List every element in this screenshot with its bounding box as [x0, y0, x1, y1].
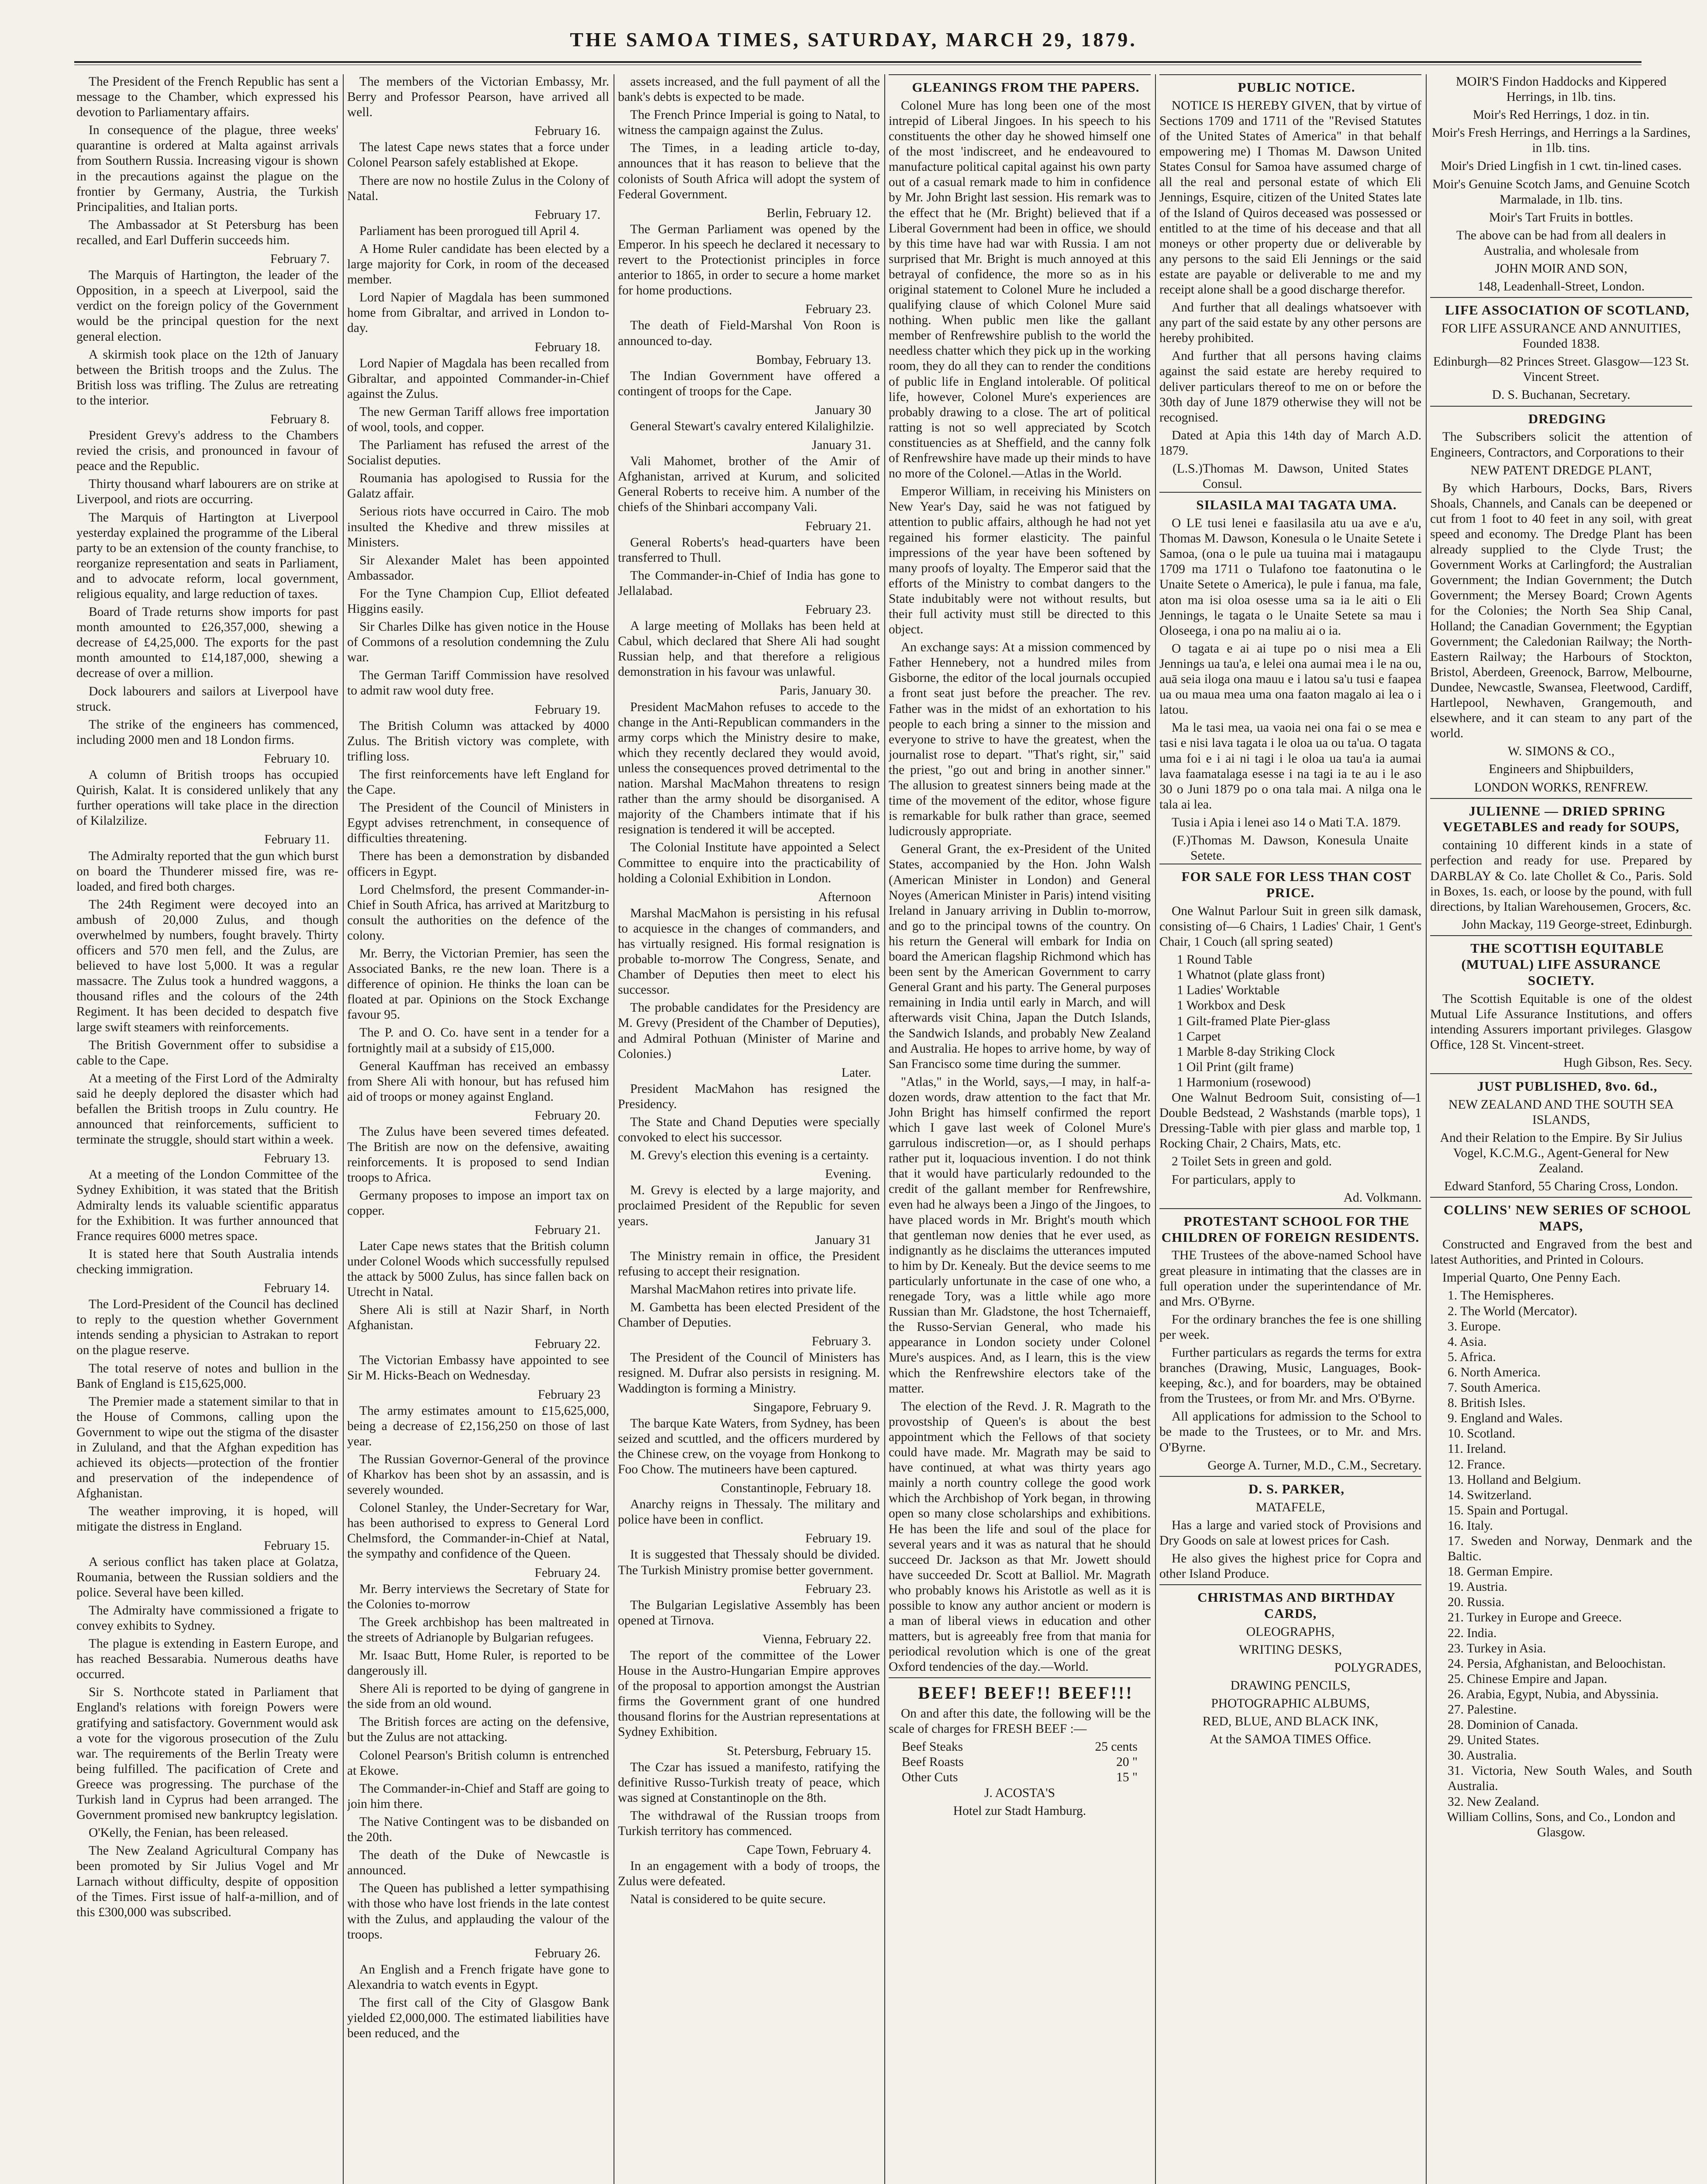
list-item: 24. Persia, Afghanistan, and Beloochistan. — [1448, 1656, 1666, 1671]
paragraph: Lord Napier of Magdala has been recalled from Gibraltar, and appointed Commander-in-Chief against the Zulus. — [347, 356, 609, 401]
paragraph: The Ministry remain in office, the President refusing to accept their resignation. — [618, 1249, 880, 1279]
paragraph: It is stated here that South Australia intends checking immigration. — [76, 1247, 338, 1276]
list-item: 21. Turkey in Europe and Greece. — [1448, 1610, 1622, 1625]
paragraph: A Home Ruler candidate has been elected by a large majority for Cork, in room of the deceased member. — [347, 242, 609, 287]
dateline: Berlin, February 12. — [766, 206, 871, 220]
paragraph: The President of the Council of Ministers in Egypt advises retrenchment, in consequence of difficulties threatening. — [347, 801, 609, 846]
paragraph: In an engagement with a body of troops, the Zulus were defeated. — [618, 1859, 880, 1889]
list-item: 26. Arabia, Egypt, Nubia, and Abyssinia. — [1448, 1687, 1659, 1701]
paragraph: General Stewart's cavalry entered Kilalighilzie. — [630, 419, 874, 433]
paragraph: The Queen has published a letter sympathising with those who have lost friends in the late contest with the Zulus, and applauding the valour of the troops. — [347, 1881, 609, 1942]
paragraph: The barque Kate Waters, from Sydney, has been seized and scuttled, and the officers murdered by the Chinese crew, on the voyage from Honkong to Foo Chow. The mutineers have been captured. — [618, 1416, 880, 1476]
sig-label: (L.S.) — [1172, 462, 1203, 476]
sig-value: Thomas M. Dawson, Konesula Unaite Setete. — [1190, 833, 1408, 863]
paragraph: The Native Contingent was to be disbanded on the 20th. — [347, 1814, 609, 1845]
centered-line: Hotel zur Stadt Hamburg. — [953, 1804, 1086, 1818]
price-label: Beef Steaks — [902, 1740, 963, 1754]
list-item: 5. Africa. — [1448, 1350, 1496, 1364]
paragraph: The British Government offer to subsidise a cable to the Cape. — [76, 1038, 338, 1068]
paragraph: For the Tyne Champion Cup, Elliot defeated Higgins easily. — [347, 586, 609, 616]
paragraph: Sir S. Northcote stated in Parliament that England's relations with foreign Powers were gratifying and satisfactory. Government would ask a vote for the vigorous prosecution of the Zulu war. The requirements of the Berlin Treaty were being fulfilled. The pacification of Crete and Greece was progressing. The purchase of the Turkish land in Cyprus had been arranged. The Government promised new bankruptcy legislation. — [76, 1685, 338, 1822]
paragraph: The withdrawal of the Russian troops from Turkish territory has commenced. — [618, 1808, 880, 1838]
list-item: 22. India. — [1448, 1626, 1497, 1640]
paragraph: The first call of the City of Glasgow Bank yielded £2,000,000. The estimated liabilities have been reduced, and the — [347, 1995, 609, 2041]
centered-line: NEW PATENT DREDGE PLANT, — [1470, 463, 1652, 477]
dateline: Cape Town, February 4. — [747, 1843, 871, 1857]
list-item: 1 Oil Print (gilt frame) — [1177, 1060, 1294, 1074]
paragraph: The German Parliament was opened by the Emperor. In his speech he declared it necessary to revert to the Protectionist principles in force anterior to 1865, in order to secure a home market for home productions. — [618, 222, 880, 298]
list-item: 18. German Empire. — [1448, 1565, 1553, 1579]
dateline: Paris, January 30. — [779, 684, 871, 698]
paragraph: The death of Field-Marshal Von Roon is announced to-day. — [618, 318, 880, 348]
paragraph: Shere Ali is reported to be dying of gangrene in the side from an old wound. — [347, 1682, 609, 1711]
paragraph: One Walnut Parlour Suit in green silk damask, consisting of—6 Chairs, 1 Ladies' Chair, 1 Gent's Chair, 1 Couch (all spring seated) — [1159, 904, 1421, 949]
dateline: February 8. — [270, 412, 330, 426]
paragraph: M. Gambetta has been elected President of the Chamber of Deputies. — [618, 1300, 880, 1330]
paragraph: General Kauffman has received an embassy from Shere Ali with honour, but has refused him aid of troops or money against England. — [347, 1059, 609, 1104]
paragraph: He also gives the highest price for Copra and other Island Produce. — [1159, 1551, 1421, 1581]
signature — [1159, 461, 1421, 492]
right-line: POLYGRADES, — [1334, 1661, 1421, 1675]
paragraph: Lord Napier of Magdala has been summoned home from Gibraltar, and arrived in London to-day. — [347, 290, 609, 335]
paragraph: Anarchy reigns in Thessaly. The military and police have been in conflict. — [618, 1497, 880, 1527]
paragraph: A serious conflict has taken place at Golatza, Roumania, between the Russian soldiers and the police. Several have been killed. — [76, 1555, 338, 1600]
paragraph: President MacMahon has resigned the Presidency. — [618, 1082, 880, 1111]
centered-line: D. S. Buchanan, Secretary. — [1492, 388, 1631, 402]
ad-headline: BEEF! BEEF!! BEEF!!! — [889, 1677, 1151, 1704]
list-item: 14. Switzerland. — [1448, 1488, 1532, 1502]
paragraph: The army estimates amount to £15,625,000, being a decrease of £2,156,250 on those of last year. — [347, 1403, 609, 1448]
paragraph: Shere Ali is still at Nazir Sharf, in North Afghanistan. — [347, 1303, 609, 1333]
dateline: Evening. — [825, 1167, 871, 1182]
paragraph: Marshal MacMahon is persisting in his refusal to acquiesce in the changes of commanders, and has virtually resigned. His formal resignation is probable to-morrow The Congress, Senate, and Chamber of Deputies then meet to elect his successor. — [618, 906, 880, 997]
paragraph: O'Kelly, the Fenian, has been released. — [89, 1826, 289, 1840]
list-item: 9. England and Wales. — [1448, 1411, 1563, 1426]
price-value: 15 " — [1116, 1770, 1138, 1785]
list-item: 1 Whatnot (plate glass front) — [1177, 968, 1325, 982]
price-label: Other Cuts — [902, 1770, 958, 1785]
signature — [1159, 833, 1421, 864]
list-item: 11. Ireland. — [1448, 1442, 1507, 1456]
centered-line: Edward Stanford, 55 Charing Cross, London. — [1444, 1179, 1678, 1194]
dateline: February 24. — [535, 1565, 600, 1580]
paragraph: Board of Trade returns show imports for past month amounted to £26,357,000, shewing a decrease of £4,25,000. The exports for the past month amounted to £14,187,000, shewing a decrease of over a million. — [76, 605, 338, 681]
columns — [76, 74, 1697, 2184]
headline: GLEANINGS FROM THE PAPERS. — [889, 74, 1151, 96]
paragraph: Colonel Mure has long been one of the most intrepid of Liberal Jingoes. In his speech to his constituents the other day he showed himself one of the most 'indiscreet, and he endeavoured to manufacture political capital against his own party out of a casual remark made to him in confidence by Mr. John Bright last session. His remark was to the effect that he (Mr. Bright) believed that if a Liberal Government had been in office, we should by this time have had war with Russia. I am not surprised that Mr. Bright is much annoyed at this betrayal of confidence, the more so as in his original statement to Colonel Mure he included a qualifying clause of which Colonel Mure said nothing. When public men like the gallant member of Renfrewshire publish to the world the needless chatter which they pick up in the working room, they do all they can to render the conditions of public life in England intolerable. Of political life, however, Colonel Mure's experiences are probably drawing to a close. The art of political ratting is not so well appreciated by Scotch constituencies as at Sheffield, and the canny folk of Renfrewshire have made up their minds to have no more of the Colonel.—Atlas in the World. — [889, 98, 1151, 481]
dateline: February 16. — [535, 124, 600, 138]
paragraph: Lord Chelmsford, the present Commander-in-Chief in South Africa, has arrived at Maritzburg to consult the authorities on the defence of the colony. — [347, 882, 609, 943]
centered-line: Moir's Fresh Herrings, and Herrings a la Sardines, in 1lb. tins. — [1431, 126, 1691, 156]
paragraph: The Greek archbishop has been maltreated in the streets of Adrianople by Bulgarian refugees. — [347, 1615, 609, 1645]
paragraph: A large meeting of Mollaks has been held at Cabul, which declared that Shere Ali had sought Russian help, and that therefore a religious demonstration in his favour was unlawful. — [618, 619, 880, 679]
paragraph: The death of the Duke of Newcastle is announced. — [347, 1848, 609, 1878]
paragraph: Parliament has been prorogued till April 4. — [359, 224, 579, 238]
paragraph: An exchange says: At a mission commenced by Father Hennebery, not a hundred miles from Gisborne, the editor of the local journals occupied a front seat just before the preacher. The rev. Father was in the midst of an exhortation to his people to each bring a sinner to the mission and everyone to strive to have the greatest, when the journalist rose to depart. "That's right, sir," said the priest, "go out and bring in another sinner." The allusion to greatest sinners being made at the time of the movement of the editor, whose figure is remarkable for bulk rather than grace, seemed ludicrously appropriate. — [889, 640, 1151, 839]
paragraph: By which Harbours, Docks, Bars, Rivers Shoals, Channels, and Canals can be deepened or cut from 1 foot to 40 feet in any soil, with great speed and economy. The Dredge Plant has been already supplied to the Clyde Trust; the Government Works at Carlingford; the Australian Government; the Indian Government; the Dutch Government; the Mersey Board; Crown Agents for the Colonies; the North Sea Ship Canal, Holland; the Canadian Government; the Egyptian Government; the Caledonian Railway; the North-Eastern Railway; the Harbours of Stockton, Bristol, Aberdeen, Greenock, Barrow, Melbourne, Dundee, Newcastle, Swansea, Fleetwood, Cardiff, Hartlepool, Newhaven, Grangemouth, and elsewhere, and it can steam to any part of the world. — [1430, 481, 1692, 741]
paragraph: General Roberts's head-quarters have been transferred to Thull. — [618, 535, 880, 565]
paragraph: And further that all dealings whatsoever with any part of the said estate by any other persons are hereby prohibited. — [1159, 301, 1421, 346]
dateline: January 31 — [815, 1233, 871, 1247]
paragraph: President MacMahon refuses to accede to the change in the Anti-Republican commanders in the army corps which the Ministry desire to make, which they recently declared they would avoid, unless the consequences proved detrimental to the nation. Marshal MacMahon threatens to resign rather than the army should be disorganised. A majority of the Chambers intimate that if his resignation is tendered it will be accepted. — [618, 700, 880, 837]
paragraph: The Scottish Equitable is one of the oldest Mutual Life Assurance Institutions, and offers intending Assurers important privileges. Glasgow Office, 128 St. Vincent-street. — [1430, 992, 1692, 1052]
centered-line: J. ACOSTA'S — [984, 1786, 1055, 1800]
headline: DREDGING — [1430, 406, 1692, 427]
centered-line: MATAFELE, — [1255, 1500, 1325, 1514]
paragraph: The Premier made a statement similar to that in the House of Commons, calling upon the Government to wipe out the stigma of the disaster in Zululand, and that the Afghan expedition has achieved its objects—protection of the frontier and preservation of the independence of Afghanistan. — [76, 1394, 338, 1501]
headline: JUST PUBLISHED, 8vo. 6d., — [1430, 1073, 1692, 1095]
list-item: 19. Austria. — [1448, 1580, 1507, 1594]
paragraph: The Times, in a leading article to-day, announces that it has reason to believe that the colonists of South Africa will adopt the system of Federal Government. — [618, 141, 880, 201]
dateline: February 26. — [535, 1946, 600, 1960]
headline: PROTESTANT SCHOOL FOR THE CHILDREN OF FOREIGN RESIDENTS. — [1159, 1208, 1421, 1246]
paragraph: Germany proposes to impose an import tax on copper. — [347, 1189, 609, 1218]
paragraph: The British forces are acting on the defensive, but the Zulus are not attacking. — [347, 1715, 609, 1745]
list-item: 30. Australia. — [1448, 1749, 1517, 1763]
centered-line: RED, BLUE, AND BLACK INK, — [1202, 1714, 1379, 1729]
list-item: 1 Marble 8-day Striking Clock — [1177, 1044, 1335, 1059]
paragraph: The first reinforcements have left England for the Cape. — [347, 767, 609, 797]
paragraph: THE Trustees of the above-named School have great pleasure in intimating that the classes are in full operation under the superintendance of Mr. and Mrs. O'Byrne. — [1159, 1248, 1421, 1309]
dateline: February 23. — [805, 1582, 871, 1596]
paragraph: The Ambassador at St Petersburg has been recalled, and Earl Dufferin succeeds him. — [76, 218, 338, 247]
paragraph: The State and Chand Deputies were specially convoked to elect his successor. — [618, 1115, 880, 1145]
right-line: George A. Turner, M.D., C.M., Secretary. — [1207, 1458, 1421, 1472]
dateline: February 20. — [535, 1108, 600, 1123]
paragraph: The President of the French Republic has sent a message to the Chamber, which expressed his devotion to Parliamentary affairs. — [76, 75, 338, 120]
list-item: 13. Holland and Belgium. — [1448, 1472, 1581, 1487]
paragraph: The Czar has issued a manifesto, ratifying the definitive Russo-Turkish treaty of peace, which was signed at Constantinople on the 8th. — [618, 1760, 880, 1805]
dateline: February 22. — [535, 1337, 600, 1351]
headline: JULIENNE — DRIED SPRING VEGETABLES and ready for SOUPS, — [1430, 798, 1692, 836]
paragraph: The Subscribers solicit the attention of Engineers, Contractors, and Corporations to their — [1430, 430, 1692, 460]
column-1 — [76, 74, 338, 2184]
centered-line: The above can be had from all dealers in Australia, and wholesale from — [1456, 228, 1666, 258]
paragraph: A skirmish took place on the 12th of January between the British troops and the Zulus. The British loss was trifling. The Zulus are retreating to the interior. — [76, 347, 338, 408]
paragraph: Serious riots have occurred in Cairo. The mob insulted the Khedive and threw missiles at Ministers. — [347, 505, 609, 549]
centered-line: OLEOGRAPHS, — [1246, 1624, 1335, 1639]
dateline: Later. — [841, 1065, 871, 1080]
paragraph: assets increased, and the full payment of all the bank's debts is expected to be made. — [618, 75, 880, 104]
column-4 — [889, 74, 1151, 2184]
paragraph: The Admiralty have commissioned a frigate to convey exhibits to Sydney. — [76, 1603, 338, 1633]
dateline: February 10. — [264, 751, 330, 766]
dateline: February 11. — [264, 833, 330, 847]
paragraph: The report of the committee of the Lower House in the Austro-Hungarian Empire approves of the proposal to apportion amongst the Austrian firms the Government grant of one hundred thousand florins for the Austrian representations at Sydney Exhibition. — [618, 1648, 880, 1739]
dateline: February 21. — [805, 519, 871, 533]
right-line: John Mackay, 119 George-street, Edinburgh. — [1462, 917, 1692, 932]
dateline: February 15. — [264, 1538, 330, 1553]
centered-line: Edinburgh—82 Princes Street. Glasgow—123 St. Vincent Street. — [1433, 355, 1690, 384]
paragraph: The total reserve of notes and bullion in the Bank of England is £15,625,000. — [76, 1361, 338, 1391]
paragraph: Marshal MacMahon retires into private life. — [630, 1282, 856, 1296]
centered-line: 148, Leadenhall-Street, London. — [1477, 280, 1645, 294]
list-item: 31. Victoria, New South Wales, and South Australia. — [1448, 1764, 1692, 1794]
paragraph: Dated at Apia this 14th day of March A.D. 1879. — [1159, 428, 1421, 458]
paragraph: 2 Toilet Sets in green and gold. — [1172, 1154, 1332, 1169]
paragraph: The German Tariff Commission have resolved to admit raw wool duty free. — [347, 668, 609, 698]
headline: LIFE ASSOCIATION OF SCOTLAND, — [1430, 297, 1692, 318]
paragraph: For particulars, apply to — [1172, 1172, 1296, 1187]
paragraph: The Lord-President of the Council has declined to reply to the question whether Government intends sending a physician to Astrakan to report on the plague reserve. — [76, 1297, 338, 1358]
paragraph: Colonel Stanley, the Under-Secretary for War, has been authorised to express to General Lord Chelmsford, the Commander-in-Chief at Natal, the sympathy and confidence of the Queen. — [347, 1501, 609, 1561]
list-item: 27. Palestine. — [1448, 1703, 1517, 1717]
paragraph: "Atlas," in the World, says,—I may, in half-a-dozen words, draw attention to the fact that Mr. John Bright has himself confirmed the report which I gave last week of Colonel Mure's garrulous indiscretion—or, as I should perhaps rather put it, loquacious invention. I do not think that it would have particularly redounded to the credit of the gallant member for Renfrewshire, even had he always been a Jingo of the Jingoes, to have placed words in Mr. Bright's mouth which that gentleman now denies that he ever used, as indignantly as he disclaims the utterances imputed to him by Dr. Kenealy. But the device seems to me particularly unfortunate in the case of one who, a renegade Tory, was a little while ago more Russian than Mr. Gladstone, the host Tchernaieff, the Russo-Servian General, who made his appearance in London society under Colonel Mure's auspices. And, as I learn, this is the view which the Renfrewshire electors take of the matter. — [889, 1075, 1151, 1396]
paragraph: The Colonial Institute have appointed a Select Committee to enquire into the practicability of holding a Colonial Exhibition in London. — [618, 840, 880, 885]
paragraph: The election of the Revd. J. R. Magrath to the provostship of Queen's is about the best appointment which the Fellows of that society could have made. Mr. Magrath may be said to have continued, at what was thirty years ago mainly a north country college the good work which the Archbishop of York began, in throwing open so many close scholarships and exhibitions. He has been the life and soul of the place for several years and it was as natural that he should succeed Dr. Jackson as that Mr. Jowett should have succeeded Dr. Scott at Balliol. Mr. Magrath who probably knows his Aristotle as well as it is possible to know any author ancient or modern is a man of liberal views in education and other matters, but is agreeably free from that mania for periodical revolution which is one of the great Oxford tendencies of the day.—World. — [889, 1399, 1151, 1674]
paragraph: O LE tusi lenei e faasilasila atu ua ave e a'u, Thomas M. Dawson, Konesula o le Unaite Setete i Samoa, (ona o le pule ua tuuina mai i matagaupu 1709 ma 1711 o Tulafono toe faatonutina o le Unaite Setete o America), le pule i fanua, ma fale, aton ma isi oloa osesse uma sa ia le aiti o Eli Jennings, le tagata o le Unaite Setete sa mau i Oloseega, i ona po na maliu ai o ia. — [1159, 516, 1421, 638]
dateline: February 23. — [805, 302, 871, 317]
paragraph: M. Grevy is elected by a large majority, and proclaimed President of the Republic for seven years. — [618, 1183, 880, 1228]
dateline: Vienna, February 22. — [762, 1632, 871, 1646]
list-item: 1 Workbox and Desk — [1177, 999, 1286, 1013]
list-item: 16. Italy. — [1448, 1518, 1493, 1533]
dateline: February 18. — [535, 340, 600, 354]
paragraph: The Victorian Embassy have appointed to see Sir M. Hicks-Beach on Wednesday. — [347, 1353, 609, 1383]
headline: COLLINS' NEW SERIES OF SCHOOL MAPS, — [1430, 1197, 1692, 1234]
paragraph: M. Grevy's election this evening is a certainty. — [630, 1148, 869, 1163]
column-5 — [1159, 74, 1421, 2184]
list-item: 20. Russia. — [1448, 1595, 1505, 1610]
paragraph: The President of the Council of Ministers has resigned. M. Dufrar also persists in resigning. M. Waddington is forming a Ministry. — [618, 1351, 880, 1396]
list-item: 25. Chinese Empire and Japan. — [1448, 1672, 1607, 1686]
centered-line: Moir's Tart Fruits in bottles. — [1489, 210, 1633, 225]
price-value: 25 cents — [1095, 1740, 1138, 1754]
centered-line: WRITING DESKS, — [1239, 1642, 1342, 1657]
paragraph: On and after this date, the following will be the scale of charges for FRESH BEEF :— — [889, 1707, 1151, 1736]
centered-line: NEW ZEALAND AND THE SOUTH SEA ISLANDS, — [1448, 1097, 1674, 1127]
sig-value: Thomas M. Dawson, United States Consul. — [1202, 462, 1408, 491]
paragraph: NOTICE IS HEREBY GIVEN, that by virtue of Sections 1709 and 1711 of the "Revised Statutes of the United States of America" in that behalf empowering me) I Thomas M. Dawson United States Consul for Samoa have assumed charge of all the real and personal estate of which Eli Jennings, Esquire, citizen of the United States late of the Island of Quiros deceased was possessed or entitled to at the time of his decease and that all moneys or other property due or deliverable by any persons to the said Eli Jennings or the said estate are payable or deliverable to me and my receipt alone shall be a good discharge therefor. — [1159, 98, 1421, 297]
paragraph: The Zulus have been severed times defeated. The British are now on the defensive, awaiting reinforcements. It is proposed to send Indian troops to Africa. — [347, 1125, 609, 1185]
paragraph: containing 10 different kinds in a state of perfection and ready for use. Prepared by DARBLAY & Co. late Chollet & Co., Paris. Sold in Boxes, 1s. each, or loose by the pound, with full directions, by Italian Warehousemen, Grocers, &c. — [1430, 838, 1692, 914]
page-title: THE SAMOA TIMES, SATURDAY, MARCH 29, 1879. — [570, 28, 1137, 51]
centered-line: DRAWING PENCILS, — [1230, 1679, 1351, 1693]
list-item: 1. The Hemispheres. — [1448, 1289, 1554, 1303]
paragraph: There has been a demonstration by disbanded officers in Egypt. — [347, 849, 609, 879]
paragraph: The Indian Government have offered a contingent of troops for the Cape. — [618, 369, 880, 398]
paragraph: The Marquis of Hartington, the leader of the Opposition, in a speech at Liverpool, said the verdict on the foreign policy of the Government would be the principal question for the next general election. — [76, 268, 338, 344]
dateline: February 21. — [535, 1223, 600, 1237]
column-6 — [1430, 74, 1692, 2184]
paragraph: The Russian Governor-General of the province of Kharkov has been shot by an assassin, and is severely wounded. — [347, 1452, 609, 1497]
list-item: 10. Scotland. — [1448, 1427, 1515, 1441]
paragraph: The strike of the engineers has commenced, including 2000 men and 18 London firms. — [76, 717, 338, 747]
paragraph: The 24th Regiment were decoyed into an ambush of 20,000 Zulus, and though overwhelmed by numbers, fought bravely. Thirty officers and 570 men fell, and the Zulus, are believed to have lost 5,000. It was a regular massacre. The Zulus took a hundred waggons, a thousand rifles and the colours of the 24th Regiment. It has been decided to despatch five large swift steamers with reinforcements. — [76, 897, 338, 1034]
centered-line: At the SAMOA TIMES Office. — [1209, 1732, 1372, 1747]
dateline: February 13. — [264, 1151, 330, 1166]
paragraph: The Parliament has refused the arrest of the Socialist deputies. — [347, 438, 609, 468]
list-item: 17. Sweden and Norway, Denmark and the Baltic. — [1448, 1534, 1692, 1564]
paragraph: Vali Mahomet, brother of the Amir of Afghanistan, arrived at Kurum, and solicited General Roberts to receive him. A number of the chiefs of the Shinbari accompany Vali. — [618, 454, 880, 515]
right-line: Ad. Volkmann. — [1343, 1190, 1421, 1205]
paragraph: At a meeting of the First Lord of the Admiralty said he deeply deplored the disaster which had befallen the British troops in Zulu country. He announced that reinforcements, sufficient to terminate the struggle, should start within a week. — [76, 1071, 338, 1147]
price-row — [889, 1770, 1151, 1785]
paragraph: The latest Cape news states that a force under Colonel Pearson safely established at Ekope. — [347, 140, 609, 170]
paragraph: In consequence of the plague, three weeks' quarantine is ordered at Malta against arrivals from Southern Russia. Increasing vigour is shown in the precautions against the plague on the frontier by Germany, Austria, the Turkish Principalities, and Italian ports. — [76, 123, 338, 214]
paragraph: O tagata e ai ai tupe po o nisi mea a Eli Jennings ua tau'a, e lelei ona aumai mea i le na ou, auā seia iloga ona mauu e i latou sa'u tusi e faapea ua ou maua mea uma ona faaton magalo ai lea o i latou. — [1159, 641, 1421, 717]
list-item: 3. Europe. — [1448, 1319, 1501, 1334]
centered-line: Moir's Red Herrings, 1 doz. in tin. — [1473, 108, 1650, 122]
paragraph: Later Cape news states that the British column under Colonel Woods which successfully repulsed the attack by 5000 Zulus, has since fallen back on Utrecht in Natal. — [347, 1239, 609, 1299]
list-item: 7. South America. — [1448, 1381, 1541, 1395]
headline: FOR SALE FOR LESS THAN COST PRICE. — [1159, 864, 1421, 901]
dateline: February 3. — [812, 1334, 871, 1349]
paragraph: Has a large and varied stock of Provisions and Dry Goods on sale at lowest prices for Cash. — [1159, 1518, 1421, 1548]
headline: SILASILA MAI TAGATA UMA. — [1159, 492, 1421, 513]
centered-line: William Collins, Sons, and Co., London and Glasgow. — [1447, 1810, 1676, 1839]
paragraph: The Admiralty reported that the gun which burst on board the Thunderer missed fire, was re-loaded, and fired both charges. — [76, 849, 338, 894]
dateline: February 23. — [805, 603, 871, 617]
paragraph: Ma le tasi mea, ua vaoia nei ona fai o se mea e tasi e nisi lava tagata i le oloa ua ou ta'ua. O tagata uma foi e i ai ni tagi i le oloa ua tau'a ia aumai lava faamatalaga esesse i na tagi ia te au i le aso 30 o Juni 1879 po o ona tala mai. A nilga ona le tala ai lea. — [1159, 721, 1421, 812]
centered-line: Engineers and Shipbuilders, — [1489, 762, 1634, 777]
paragraph: For the ordinary branches the fee is one shilling per week. — [1159, 1312, 1421, 1342]
right-line: Hugh Gibson, Res. Secy. — [1563, 1055, 1692, 1070]
sig-label: (F.) — [1172, 833, 1191, 847]
paragraph: One Walnut Bedroom Suit, consisting of—1 Double Bedstead, 2 Washstands (marble tops), 1 Dressing-Table with pier glass and marble top, 1 Rocking Chair, 2 Chairs, Mats, etc. — [1159, 1091, 1421, 1151]
dateline: February 19. — [535, 702, 600, 717]
dateline: Singapore, February 9. — [753, 1400, 871, 1414]
paragraph: It is suggested that Thessaly should be divided. The Turkish Ministry promise better government. — [618, 1548, 880, 1577]
paragraph: General Grant, the ex-President of the United States, accompanied by the Hon. John Walsh (American Minister in London) and General Noyes (American Minister in Paris) intend visiting Ireland in January arriving in Dublin to-morrow, and go to the principal towns of the country. On his return the General will embark for India on board the American flagship Richmond which has been sent by the American Government to carry General Grant and his party. The General purposes remaining in India until early in March, and will afterwards visit China, Japan the Dutch Islands, the Sandwich Islands, and probably New Zealand and Australia. He hopes to arrive home, by way of San Francisco some time during the summer. — [889, 842, 1151, 1071]
paragraph: The Bulgarian Legislative Assembly has been opened at Tirnova. — [618, 1598, 880, 1628]
dateline: St. Petersburg, February 15. — [727, 1744, 871, 1758]
list-item: 1 Gilt-framed Plate Pier-glass — [1177, 1014, 1330, 1028]
paragraph: The members of the Victorian Embassy, Mr. Berry and Professor Pearson, have arrived all well. — [347, 75, 609, 120]
paragraph: Sir Charles Dilke has given notice in the House of Commons of a resolution condemning the Zulu war. — [347, 620, 609, 665]
headline: CHRISTMAS AND BIRTHDAY CARDS, — [1159, 1584, 1421, 1622]
paragraph: The Marquis of Hartington at Liverpool yesterday explained the programme of the Liberal party to be an extension of the county franchise, to reorganize representation and seats in Parliament, and to advocate reform, local government, religious equality, and large reduction of taxes. — [76, 510, 338, 601]
centered-line: Moir's Dried Lingfish in 1 cwt. tin-lined cases. — [1441, 159, 1682, 173]
centered-line: LONDON WORKS, RENFREW. — [1474, 780, 1648, 795]
paragraph: Mr. Isaac Butt, Home Ruler, is reported to be dangerously ill. — [347, 1648, 609, 1678]
dateline: February 14. — [264, 1281, 330, 1296]
paragraph: The plague is extending in Eastern Europe, and has reached Bessarabia. Numerous deaths have occurred. — [76, 1637, 338, 1682]
dateline: Constantinople, February 18. — [721, 1481, 871, 1496]
list-item: 15. Spain and Portugal. — [1448, 1503, 1569, 1517]
column-2 — [347, 74, 609, 2184]
centered-line: And their Relation to the Empire. By Sir Julius Vogel, K.C.M.G., Agent-General for New Zealand. — [1440, 1131, 1683, 1176]
centered-line: Moir's Genuine Scotch Jams, and Genuine Scotch Marmalade, in 1lb. tins. — [1432, 177, 1690, 207]
list-item: 1 Carpet — [1177, 1029, 1221, 1044]
paragraph: President Grevy's address to the Chambers revied the crisis, and pronounced in favour of peace and the Republic. — [76, 429, 338, 473]
dateline: February 17. — [535, 207, 600, 222]
paragraph: A column of British troops has occupied Quirish, Kalat. It is considered unlikely that any further operations will take place in the direction of Kilalzilize. — [76, 768, 338, 828]
price-row — [889, 1739, 1151, 1755]
paragraph: The P. and O. Co. have sent in a tender for a fortnightly mail at a subsidy of £15,000. — [347, 1026, 609, 1055]
paragraph: The probable candidates for the Presidency are M. Grevy (President of the Chamber of Deputies), and Admiral Pothuan (Minister of Marine and Colonies.) — [618, 1001, 880, 1061]
paragraph: Constructed and Engraved from the best and latest Authorities, and Printed in Colours. — [1430, 1237, 1692, 1267]
list-item: 2. The World (Mercator). — [1448, 1304, 1578, 1318]
paragraph: The Commander-in-Chief of India has gone to Jellalabad. — [618, 568, 880, 598]
paragraph: The Commander-in-Chief and Staff are going to join him there. — [347, 1781, 609, 1811]
paragraph: The British Column was attacked by 4000 Zulus. The British victory was complete, with trifling loss. — [347, 719, 609, 764]
dateline: January 30 — [815, 403, 871, 417]
dateline: Afternoon — [818, 890, 871, 904]
list-item: 6. North America. — [1448, 1365, 1541, 1379]
paragraph: Sir Alexander Malet has been appointed Ambassador. — [347, 553, 609, 583]
paragraph: All applications for admission to the School to be made to the Trustees, or to Mr. and Mrs. O'Byrne. — [1159, 1410, 1421, 1455]
list-item: 4. Asia. — [1448, 1334, 1487, 1349]
dateline: January 31. — [812, 438, 871, 453]
list-item: 12. France. — [1448, 1457, 1505, 1472]
centered-line: FOR LIFE ASSURANCE AND ANNUITIES, Founded 1838. — [1441, 321, 1681, 351]
dateline: February 23 — [538, 1387, 600, 1402]
list-item: 1 Ladies' Worktable — [1177, 983, 1280, 998]
list-item: 32. New Zealand. — [1448, 1794, 1539, 1809]
headline: THE SCOTTISH EQUITABLE (MUTUAL) LIFE ASSURANCE SOCIETY. — [1430, 935, 1692, 989]
column-3 — [618, 74, 880, 2184]
paragraph: Emperor William, in receiving his Ministers on New Year's Day, said he was not fatigued by attention to public affairs, although he had not yet regained his former elasticity. The painful impressions of the year have been softened by many proofs of loyalty. The Emperor said that the efforts of the Ministry to combat dangers to the State indubitably were not without results, but their full activity must still be directed to this object. — [889, 484, 1151, 637]
paragraph: The weather improving, it is hoped, will mitigate the distress in England. — [76, 1504, 338, 1534]
paragraph: Roumania has apologised to Russia for the Galatz affair. — [347, 471, 609, 501]
paragraph: Mr. Berry, the Victorian Premier, has seen the Associated Banks, re the new loan. There is a difference of opinion. He thinks the loan can be floated at par. Opinions on the Stock Exchange favour 95. — [347, 946, 609, 1022]
dateline: February 19. — [805, 1531, 871, 1546]
paragraph: At a meeting of the London Committee of the Sydney Exhibition, it was stated that the British Admiralty lends its valuable scientific apparatus for the Exhibition. It was further announced that France requires 6000 metres space. — [76, 1168, 338, 1243]
price-label: Beef Roasts — [902, 1755, 964, 1769]
price-row — [889, 1755, 1151, 1770]
list-item: 23. Turkey in Asia. — [1448, 1641, 1546, 1655]
paragraph: Mr. Berry interviews the Secretary of State for the Colonies to-morrow — [347, 1582, 609, 1611]
dateline: Bombay, February 13. — [756, 352, 871, 367]
centered-line: JOHN MOIR AND SON, — [1495, 262, 1628, 276]
paragraph: Thirty thousand wharf labourers are on strike at Liverpool, and riots are occurring. — [76, 477, 338, 507]
centered-line: MOIR'S Findon Haddocks and Kippered Herrings, in 1lb. tins. — [1455, 75, 1667, 104]
list-item: 28. Dominion of Canada. — [1448, 1718, 1579, 1732]
list-item: 1 Round Table — [1177, 953, 1252, 967]
centered-line: W. SIMONS & CO., — [1507, 744, 1615, 759]
list-item: 1 Harmonium (rosewood) — [1177, 1075, 1311, 1089]
paragraph: There are now no hostile Zulus in the Colony of Natal. — [347, 173, 609, 203]
dateline: February 7. — [270, 252, 330, 266]
masthead — [0, 0, 1707, 66]
paragraph: An English and a French frigate have gone to Alexandria to watch events in Egypt. — [347, 1962, 609, 1992]
paragraph: Colonel Pearson's British column is entrenched at Ekowe. — [347, 1748, 609, 1778]
headline: D. S. PARKER, — [1159, 1476, 1421, 1497]
paragraph: Dock labourers and sailors at Liverpool have struck. — [76, 684, 338, 714]
list-item: 29. United States. — [1448, 1733, 1539, 1748]
paragraph: And further that all persons having claims against the said estate are hereby required to deliver particulars thereof to me on or before the 30th day of June 1879 otherwise they will not be recognised. — [1159, 349, 1421, 425]
paragraph: The New Zealand Agricultural Company has been promoted by Sir Julius Vogel and Mr Larnach without difficulty, despite of opposition of the Times. First issue of half-a-million, and of this £300,000 was subscribed. — [76, 1844, 338, 1919]
price-value: 20 " — [1116, 1755, 1138, 1769]
paragraph: The French Prince Imperial is going to Natal, to witness the campaign against the Zulus. — [618, 108, 880, 138]
paragraph: The new German Tariff allows free importation of wool, tools, and copper. — [347, 404, 609, 434]
headline: PUBLIC NOTICE. — [1159, 74, 1421, 96]
centered-line: PHOTOGRAPHIC ALBUMS, — [1211, 1697, 1370, 1711]
paragraph: Natal is considered to be quite secure. — [630, 1892, 826, 1907]
masthead-rule — [74, 61, 1641, 63]
list-item: 8. British Isles. — [1448, 1396, 1526, 1410]
paragraph: Tusia i Apia i lenei aso 14 o Mati T.A. 1879. — [1172, 815, 1401, 829]
paragraph: Imperial Quarto, One Penny Each. — [1442, 1271, 1621, 1285]
paragraph: Further particulars as regards the terms for extra branches (Drawing, Music, Languages, Book-keeping, &c.), and for boarders, may be obtained from the Trustees, or from Mr. and Mrs. O'Byrne. — [1159, 1346, 1421, 1406]
